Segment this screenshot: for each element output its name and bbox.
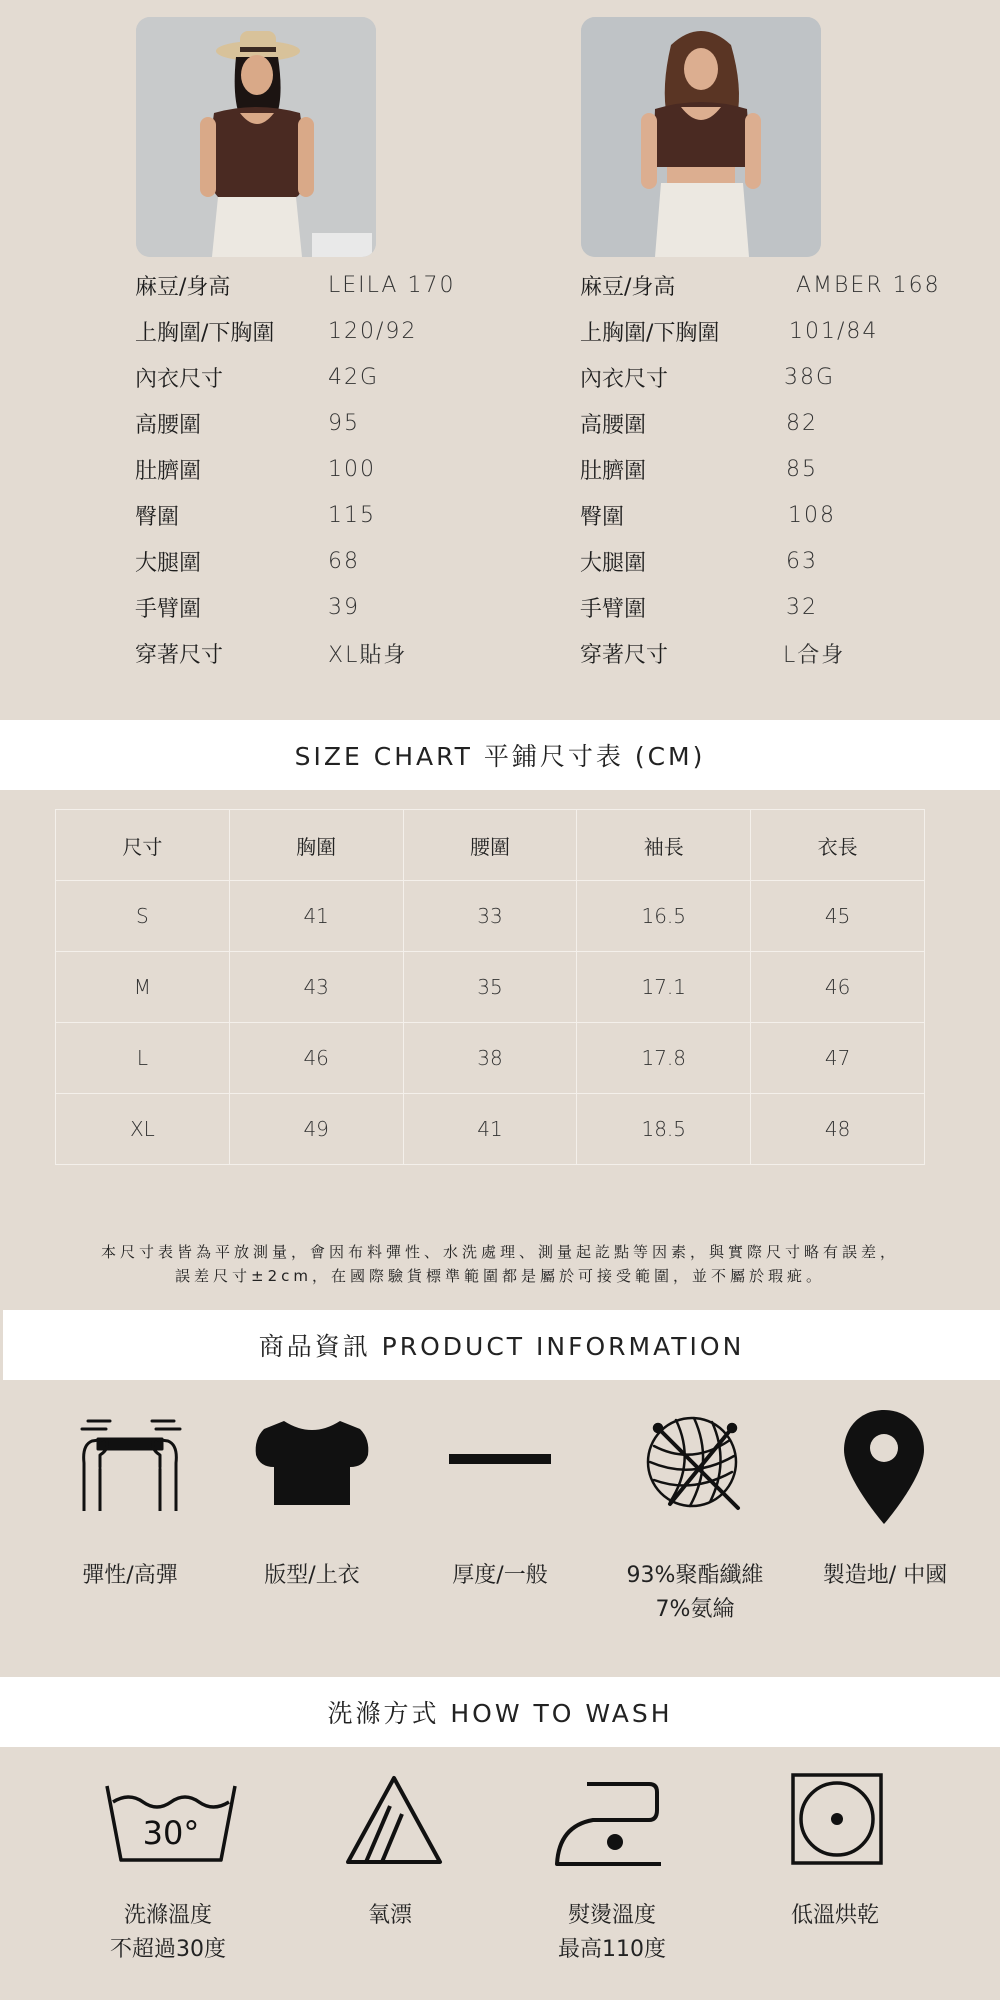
- spec-value: 39: [328, 594, 360, 620]
- spec-label: 肚臍圍: [580, 458, 647, 484]
- wash-30-icon: [103, 1782, 239, 1864]
- size-note-line1: 本尺寸表皆為平放測量，會因布料彈性、水洗處理、測量起訖點等因素，與實際尺寸略有誤差，: [100, 1243, 899, 1261]
- spec-label: 麻豆/身高: [135, 274, 231, 300]
- size-note-line2: 誤差尺寸±2cm，在國際驗貨標準範圍都是屬於可接受範圍，並不屬於瑕疵。: [175, 1267, 825, 1285]
- stretch-fabric-icon: [70, 1415, 190, 1511]
- table-cell: 41: [403, 1094, 577, 1165]
- spec-value: 38G: [784, 364, 836, 390]
- spec-row: [135, 633, 495, 673]
- table-row: [56, 1023, 925, 1094]
- spec-value: 82: [786, 410, 818, 436]
- tumble-dry-low-icon: [790, 1772, 884, 1866]
- table-cell: 47: [751, 1023, 925, 1094]
- spec-row: [580, 311, 980, 351]
- spec-value: 101/84: [789, 318, 879, 344]
- product-info-caption: [232, 1559, 392, 1593]
- spec-label: 穿著尺寸: [135, 642, 224, 668]
- spec-row: [580, 449, 980, 489]
- caption-line1: 版型/上衣: [264, 1563, 360, 1588]
- caption-line1: 低溫烘乾: [790, 1903, 879, 1928]
- iron-icon: [553, 1780, 665, 1868]
- table-cell: 41: [229, 881, 403, 952]
- table-cell: 17.1: [577, 952, 751, 1023]
- table-header-cell: 尺寸: [56, 810, 230, 881]
- spec-row: [580, 357, 980, 397]
- caption-line1: 厚度/一般: [452, 1563, 548, 1588]
- product-info-caption: [420, 1559, 580, 1593]
- spec-value: L合身: [783, 642, 846, 668]
- wash-caption: [755, 1899, 915, 1933]
- spec-row: [135, 541, 495, 581]
- location-pin-icon: [842, 1408, 926, 1526]
- spec-row: [580, 587, 980, 627]
- spec-value: XL貼身: [328, 642, 408, 668]
- table-header-row: [56, 810, 925, 881]
- model-illustration: [581, 17, 821, 257]
- spec-row: [580, 265, 980, 305]
- spec-label: 上胸圍/下胸圍: [580, 320, 720, 346]
- yarn-ball-icon: [640, 1410, 750, 1520]
- spec-label: 上胸圍/下胸圍: [135, 320, 275, 346]
- spec-value: 32: [786, 594, 818, 620]
- table-cell: L: [56, 1023, 230, 1094]
- table-cell: 48: [751, 1094, 925, 1165]
- table-cell: 46: [229, 1023, 403, 1094]
- size-chart-title: SIZE CHART 平鋪尺寸表 (CM): [294, 742, 706, 771]
- spec-label: 高腰圍: [580, 412, 647, 438]
- table-cell: 17.8: [577, 1023, 751, 1094]
- spec-row: [135, 357, 495, 397]
- table-row: [56, 1094, 925, 1165]
- spec-label: 穿著尺寸: [580, 642, 669, 668]
- table-header-cell: 腰圍: [403, 810, 577, 881]
- spec-value: AMBER 168: [796, 272, 941, 298]
- spec-row: [135, 403, 495, 443]
- spec-value: 68: [328, 548, 360, 574]
- caption-line1: 氧漂: [367, 1903, 412, 1928]
- table-cell: XL: [56, 1094, 230, 1165]
- spec-row: [580, 403, 980, 443]
- spec-value: LEILA 170: [328, 272, 456, 298]
- wash-title: 洗滌方式 HOW TO WASH: [327, 1699, 673, 1728]
- model-photo-amber: [581, 17, 821, 257]
- spec-label: 內衣尺寸: [580, 366, 669, 392]
- spec-row: [135, 265, 495, 305]
- spec-value: 95: [328, 410, 360, 436]
- caption-line2: 不超過30度: [110, 1937, 226, 1962]
- table-row: [56, 952, 925, 1023]
- bleach-triangle-icon: [344, 1774, 444, 1866]
- table-cell: 45: [751, 881, 925, 952]
- spec-value: 115: [328, 502, 376, 528]
- spec-label: 臀圍: [135, 504, 180, 530]
- product-info-title: 商品資訊 PRODUCT INFORMATION: [258, 1332, 745, 1361]
- caption-line1: 製造地/ 中國: [822, 1563, 948, 1588]
- caption-line1: 彈性/高彈: [82, 1563, 178, 1588]
- table-cell: M: [56, 952, 230, 1023]
- size-chart-table: [55, 809, 925, 1165]
- spec-label: 麻豆/身高: [580, 274, 676, 300]
- spec-value: 100: [328, 456, 376, 482]
- table-cell: 46: [751, 952, 925, 1023]
- spec-label: 肚臍圍: [135, 458, 202, 484]
- size-chart-banner: [0, 720, 1000, 790]
- spec-row: [580, 541, 980, 581]
- spec-label: 大腿圍: [580, 550, 647, 576]
- table-header-cell: 衣長: [751, 810, 925, 881]
- table-header-cell: 胸圍: [229, 810, 403, 881]
- spec-row: [580, 633, 980, 673]
- wash-caption: [88, 1899, 248, 1967]
- caption-line1: 熨燙溫度: [567, 1903, 656, 1928]
- table-cell: 33: [403, 881, 577, 952]
- caption-line2: 7%氨綸: [655, 1597, 735, 1622]
- table-cell: 38: [403, 1023, 577, 1094]
- wash-banner: [0, 1677, 1000, 1747]
- spec-label: 內衣尺寸: [135, 366, 224, 392]
- wash-caption: [532, 1899, 692, 1967]
- spec-row: [135, 449, 495, 489]
- spec-label: 手臂圍: [135, 596, 202, 622]
- table-row: [56, 881, 925, 952]
- wash-temp-text: 30°: [142, 1814, 200, 1852]
- product-info-caption: [50, 1559, 210, 1593]
- table-cell: 16.5: [577, 881, 751, 952]
- spec-value: 63: [786, 548, 818, 574]
- spec-value: 120/92: [328, 318, 418, 344]
- crop-top-icon: [252, 1415, 372, 1511]
- table-cell: 35: [403, 952, 577, 1023]
- spec-label: 手臂圍: [580, 596, 647, 622]
- spec-label: 臀圍: [580, 504, 625, 530]
- spec-row: [135, 587, 495, 627]
- product-info-caption: [610, 1559, 780, 1627]
- table-header-cell: 袖長: [577, 810, 751, 881]
- spec-value: 108: [788, 502, 836, 528]
- spec-value: 85: [786, 456, 818, 482]
- wash-caption: [310, 1899, 470, 1933]
- model-photo-leila: [136, 17, 376, 257]
- table-cell: 49: [229, 1094, 403, 1165]
- spec-row: [135, 311, 495, 351]
- model-illustration: [136, 17, 376, 257]
- caption-line1: 93%聚酯纖維: [626, 1563, 764, 1588]
- spec-label: 大腿圍: [135, 550, 202, 576]
- caption-line2: 最高110度: [558, 1937, 666, 1962]
- table-cell: S: [56, 881, 230, 952]
- caption-line1: 洗滌溫度: [123, 1903, 212, 1928]
- spec-row: [135, 495, 495, 535]
- thickness-line-icon: [449, 1452, 551, 1466]
- product-info-caption: [800, 1559, 970, 1593]
- spec-row: [580, 495, 980, 535]
- table-cell: 43: [229, 952, 403, 1023]
- spec-value: 42G: [328, 364, 380, 390]
- product-info-banner: [3, 1310, 1000, 1380]
- table-cell: 18.5: [577, 1094, 751, 1165]
- spec-label: 高腰圍: [135, 412, 202, 438]
